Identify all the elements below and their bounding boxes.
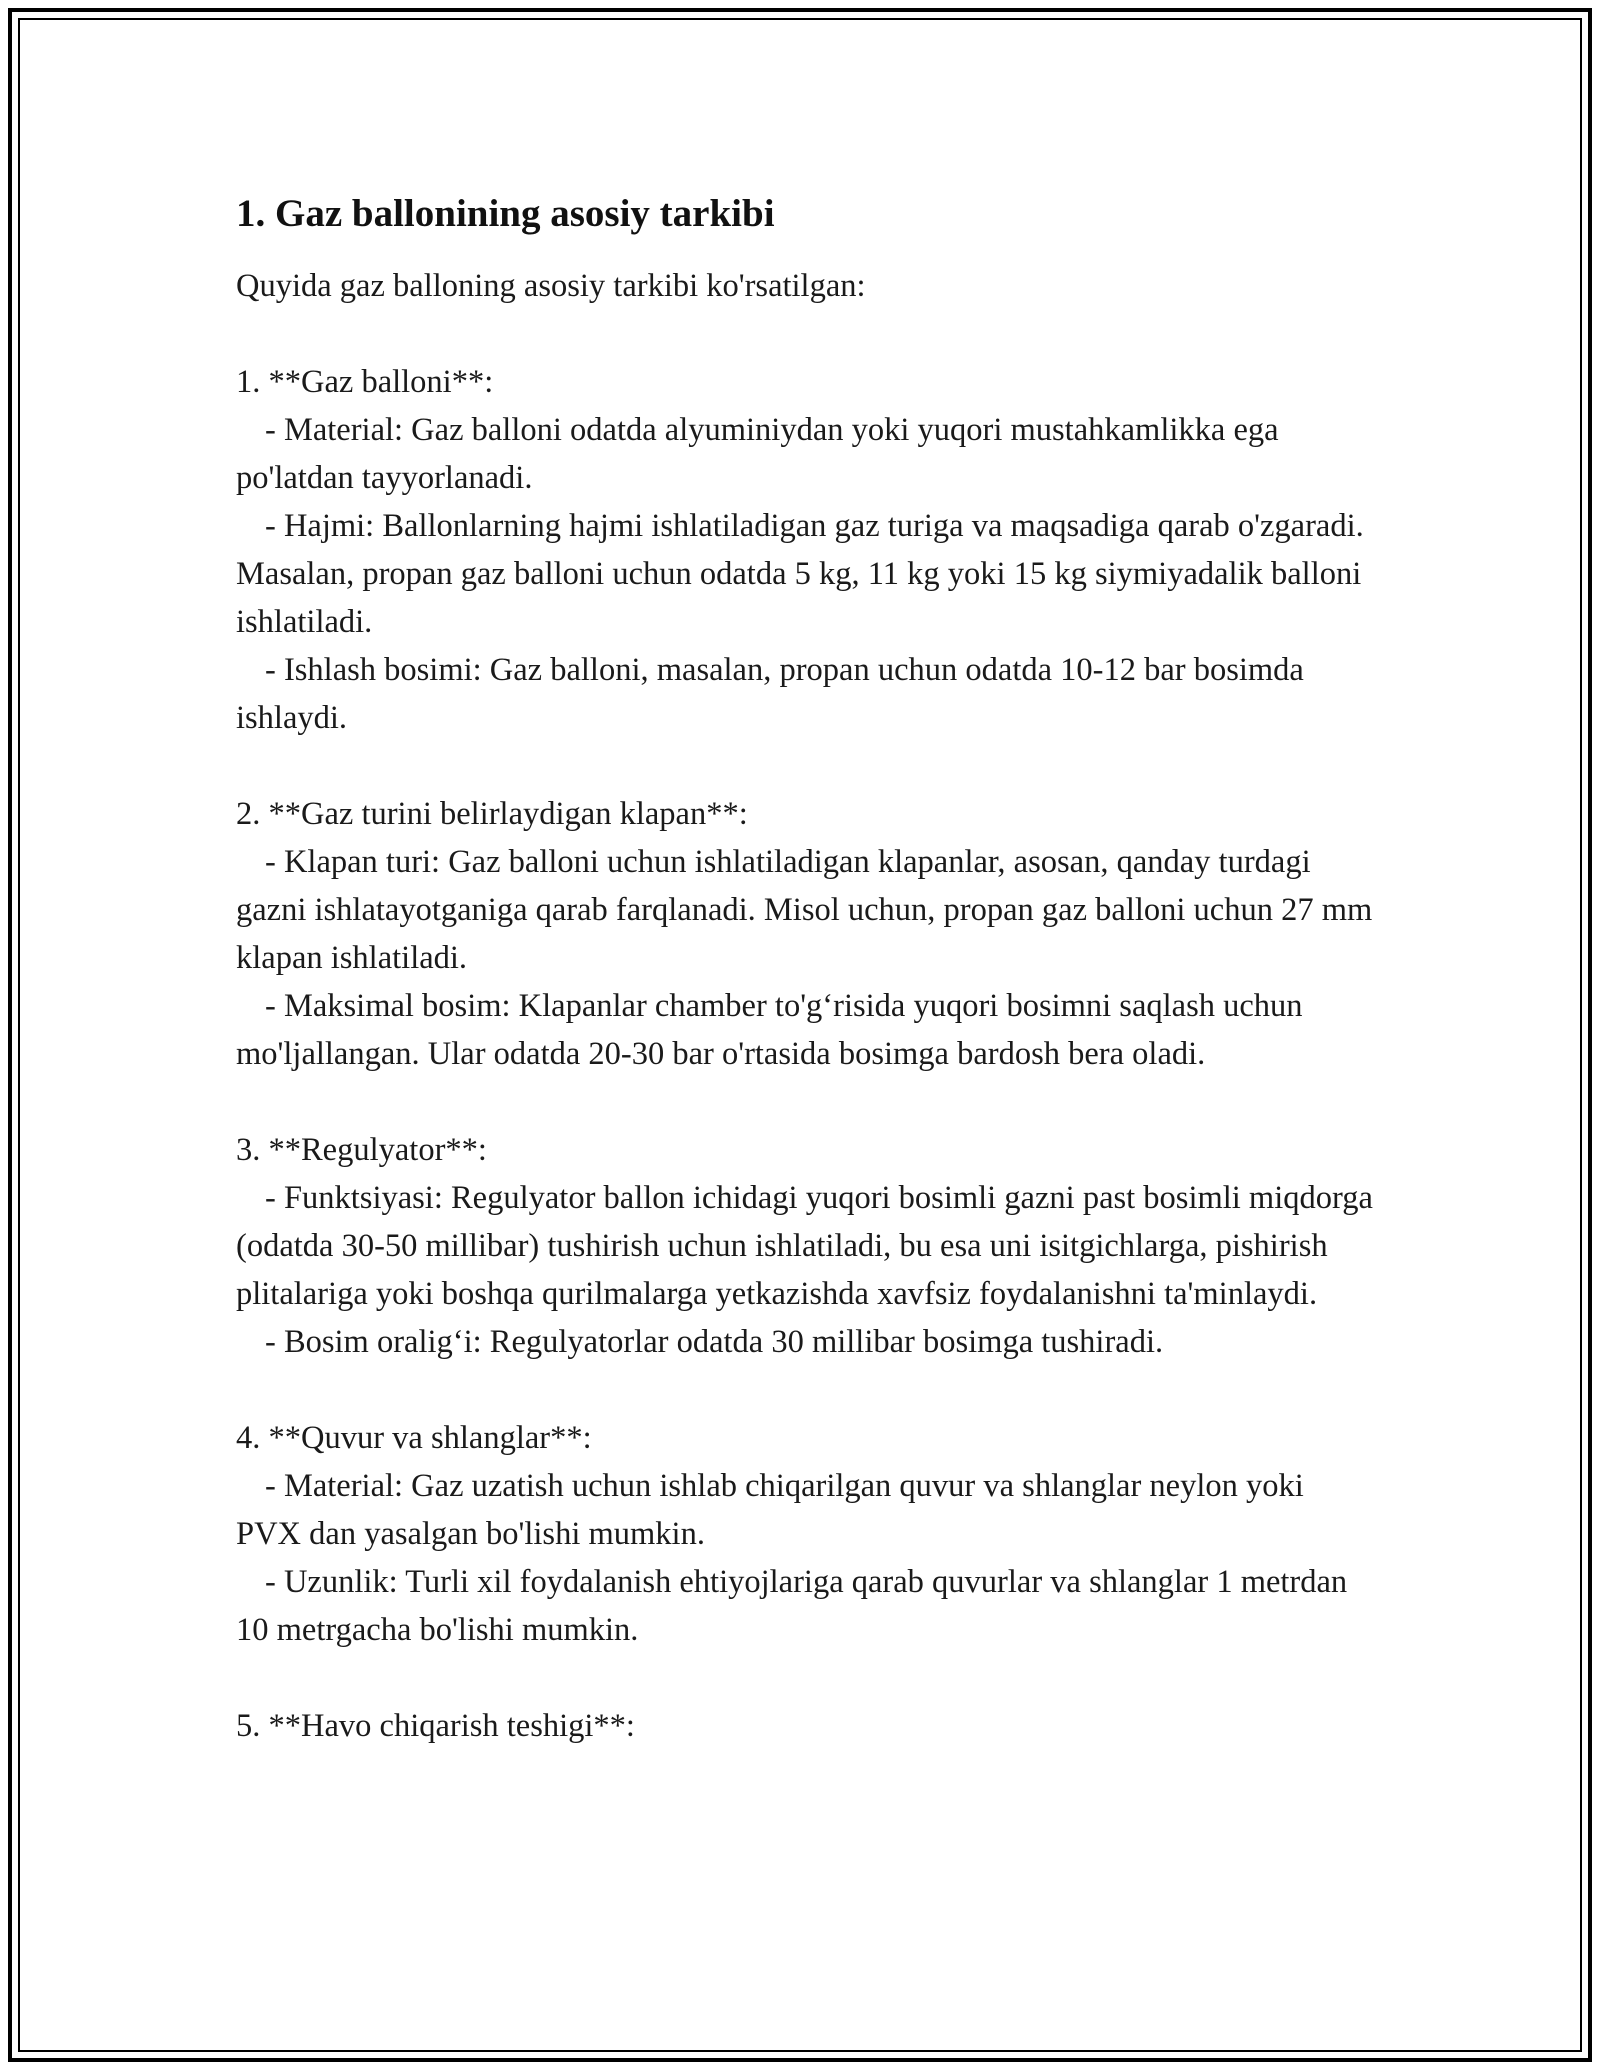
- list-item: - Uzunlik: Turli xil foydalanish ehtiyojlariga qarab quvurlar va shlanglar 1 metrdan 10 metrgacha bo'lishi mumkin.: [236, 1564, 1348, 1648]
- section-klapan: [236, 790, 1376, 1078]
- section-havo-chiqarish: [236, 1702, 1376, 1750]
- section-regulyator: [236, 1126, 1376, 1366]
- list-item: - Funktsiyasi: Regulyator ballon ichidagi yuqori bosimli gazni past bosimli miqdorga (odatda 30-50 millibar) tushirish uchun ishlatiladi, bu esa uni isitgichlarga, pishirish plitalariga yoki boshqa qurilmalarga yetkazishda xavfsiz foydalanishni ta'minlaydi.: [236, 1180, 1373, 1312]
- section-gaz-balloni: [236, 358, 1376, 742]
- list-item: - Maksimal bosim: Klapanlar chamber to'g‘risida yuqori bosimni saqlash uchun mo'ljallangan. Ular odatda 20-30 bar o'rtasida bosimga bardosh bera oladi.: [236, 988, 1303, 1072]
- list-item: - Klapan turi: Gaz balloni uchun ishlatiladigan klapanlar, asosan, qanday turdagi gazni ishlatayotganiga qarab farqlanadi. Misol uchun, propan gaz balloni uchun 27 mm klapan ishlatiladi.: [236, 844, 1373, 976]
- list-item: - Hajmi: Ballonlarning hajmi ishlatiladigan gaz turiga va maqsadiga qarab o'zgaradi. Masalan, propan gaz balloni uchun odatda 5 kg, 11 kg yoki 15 kg siymiyadalik balloni ishlatiladi.: [236, 508, 1364, 640]
- section-heading: 3. **Regulyator**:: [236, 1132, 487, 1168]
- section-heading: 1. **Gaz balloni**:: [236, 364, 494, 400]
- section-heading: 2. **Gaz turini belirlaydigan klapan**:: [236, 796, 748, 832]
- intro-paragraph: Quyida gaz balloning asosiy tarkibi ko'rsatilgan:: [236, 268, 866, 304]
- list-item: - Material: Gaz uzatish uchun ishlab chiqarilgan quvur va shlanglar neylon yoki PVX dan yasalgan bo'lishi mumkin.: [236, 1468, 1304, 1552]
- list-item: - Ishlash bosimi: Gaz balloni, masalan, propan uchun odatda 10-12 bar bosimda ishlaydi.: [236, 652, 1304, 736]
- list-item: - Material: Gaz balloni odatda alyuminiydan yoki yuqori mustahkamlikka ega po'latdan tayyorlanadi.: [236, 412, 1279, 496]
- section-heading: 4. **Quvur va shlanglar**:: [236, 1420, 592, 1456]
- document-title: 1. Gaz ballonining asosiy tarkibi: [236, 192, 775, 235]
- section-heading: 5. **Havo chiqarish teshigi**:: [236, 1708, 635, 1744]
- document-body: [236, 186, 1376, 1798]
- list-item: - Bosim oralig‘i: Regulyatorlar odatda 30 millibar bosimga tushiradi.: [265, 1324, 1164, 1360]
- section-quvur-va-shlanglar: [236, 1414, 1376, 1654]
